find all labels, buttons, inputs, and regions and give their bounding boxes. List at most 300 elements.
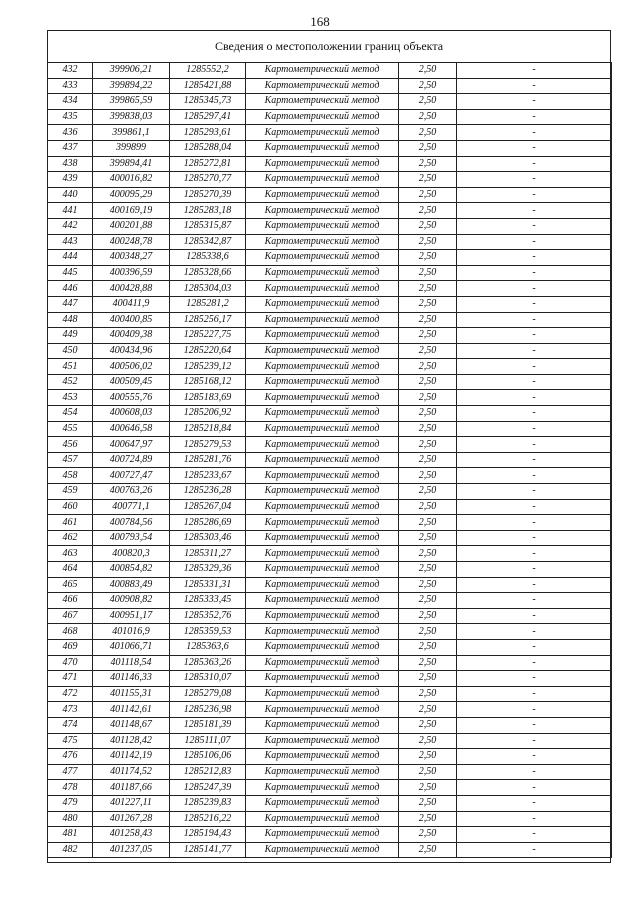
- x-coordinate-cell: 400016,82: [93, 172, 170, 188]
- method-cell: Картометрический метод: [246, 530, 399, 546]
- accuracy-cell: 2,50: [399, 406, 457, 422]
- accuracy-cell: 2,50: [399, 655, 457, 671]
- description-cell: -: [457, 717, 612, 733]
- accuracy-cell: 2,50: [399, 109, 457, 125]
- accuracy-cell: 2,50: [399, 281, 457, 297]
- y-coordinate-cell: 1285281,76: [170, 452, 246, 468]
- y-coordinate-cell: 1285106,06: [170, 749, 246, 765]
- y-coordinate-cell: 1285333,45: [170, 593, 246, 609]
- table-row: [48, 515, 612, 531]
- x-coordinate-cell: 401174,52: [93, 764, 170, 780]
- description-cell: -: [457, 733, 612, 749]
- point-number-cell: 478: [48, 780, 93, 796]
- description-cell: -: [457, 686, 612, 702]
- accuracy-cell: 2,50: [399, 78, 457, 94]
- accuracy-cell: 2,50: [399, 234, 457, 250]
- x-coordinate-cell: 401155,31: [93, 686, 170, 702]
- description-cell: -: [457, 312, 612, 328]
- point-number-cell: 470: [48, 655, 93, 671]
- method-cell: Картометрический метод: [246, 499, 399, 515]
- y-coordinate-cell: 1285338,6: [170, 250, 246, 266]
- point-number-cell: 479: [48, 795, 93, 811]
- table-row: [48, 343, 612, 359]
- x-coordinate-cell: 400348,27: [93, 250, 170, 266]
- table-row: [48, 406, 612, 422]
- accuracy-cell: 2,50: [399, 795, 457, 811]
- x-coordinate-cell: 401066,71: [93, 639, 170, 655]
- description-cell: -: [457, 421, 612, 437]
- table-row: [48, 125, 612, 141]
- y-coordinate-cell: 1285236,98: [170, 702, 246, 718]
- method-cell: Картометрический метод: [246, 218, 399, 234]
- point-number-cell: 466: [48, 593, 93, 609]
- y-coordinate-cell: 1285281,2: [170, 296, 246, 312]
- method-cell: Картометрический метод: [246, 717, 399, 733]
- y-coordinate-cell: 1285328,66: [170, 265, 246, 281]
- method-cell: Картометрический метод: [246, 593, 399, 609]
- x-coordinate-cell: 400506,02: [93, 359, 170, 375]
- method-cell: Картометрический метод: [246, 733, 399, 749]
- point-number-cell: 473: [48, 702, 93, 718]
- y-coordinate-cell: 1285297,41: [170, 109, 246, 125]
- description-cell: -: [457, 250, 612, 266]
- description-cell: -: [457, 515, 612, 531]
- method-cell: Картометрический метод: [246, 140, 399, 156]
- table-row: [48, 374, 612, 390]
- point-number-cell: 454: [48, 406, 93, 422]
- accuracy-cell: 2,50: [399, 140, 457, 156]
- y-coordinate-cell: 1285247,39: [170, 780, 246, 796]
- table-row: [48, 187, 612, 203]
- boundary-info-frame: [47, 30, 611, 863]
- method-cell: Картометрический метод: [246, 187, 399, 203]
- table-row: [48, 172, 612, 188]
- table-row: [48, 811, 612, 827]
- accuracy-cell: 2,50: [399, 702, 457, 718]
- method-cell: Картометрический метод: [246, 437, 399, 453]
- point-number-cell: 434: [48, 94, 93, 110]
- table-row: [48, 359, 612, 375]
- y-coordinate-cell: 1285352,76: [170, 608, 246, 624]
- coordinates-table-body: [48, 63, 612, 858]
- method-cell: Картометрический метод: [246, 655, 399, 671]
- description-cell: -: [457, 203, 612, 219]
- method-cell: Картометрический метод: [246, 827, 399, 843]
- y-coordinate-cell: 1285286,69: [170, 515, 246, 531]
- description-cell: -: [457, 827, 612, 843]
- table-row: [48, 577, 612, 593]
- table-row: [48, 717, 612, 733]
- point-number-cell: 451: [48, 359, 93, 375]
- method-cell: Картометрический метод: [246, 546, 399, 562]
- point-number-cell: 450: [48, 343, 93, 359]
- accuracy-cell: 2,50: [399, 468, 457, 484]
- table-row: [48, 484, 612, 500]
- method-cell: Картометрический метод: [246, 468, 399, 484]
- method-cell: Картометрический метод: [246, 312, 399, 328]
- method-cell: Картометрический метод: [246, 296, 399, 312]
- y-coordinate-cell: 1285212,83: [170, 764, 246, 780]
- y-coordinate-cell: 1285181,39: [170, 717, 246, 733]
- x-coordinate-cell: 401187,66: [93, 780, 170, 796]
- method-cell: Картометрический метод: [246, 281, 399, 297]
- description-cell: -: [457, 499, 612, 515]
- table-row: [48, 281, 612, 297]
- point-number-cell: 471: [48, 671, 93, 687]
- description-cell: -: [457, 406, 612, 422]
- description-cell: -: [457, 343, 612, 359]
- description-cell: -: [457, 764, 612, 780]
- y-coordinate-cell: 1285183,69: [170, 390, 246, 406]
- table-row: [48, 639, 612, 655]
- table-row: [48, 296, 612, 312]
- table-row: [48, 827, 612, 843]
- description-cell: -: [457, 468, 612, 484]
- accuracy-cell: 2,50: [399, 671, 457, 687]
- method-cell: Картометрический метод: [246, 328, 399, 344]
- point-number-cell: 468: [48, 624, 93, 640]
- description-cell: -: [457, 842, 612, 858]
- y-coordinate-cell: 1285236,28: [170, 484, 246, 500]
- point-number-cell: 444: [48, 250, 93, 266]
- accuracy-cell: 2,50: [399, 499, 457, 515]
- accuracy-cell: 2,50: [399, 546, 457, 562]
- x-coordinate-cell: 400428,88: [93, 281, 170, 297]
- x-coordinate-cell: 399894,22: [93, 78, 170, 94]
- point-number-cell: 446: [48, 281, 93, 297]
- x-coordinate-cell: 401118,54: [93, 655, 170, 671]
- accuracy-cell: 2,50: [399, 374, 457, 390]
- description-cell: -: [457, 702, 612, 718]
- description-cell: -: [457, 265, 612, 281]
- table-row: [48, 452, 612, 468]
- table-row: [48, 63, 612, 79]
- accuracy-cell: 2,50: [399, 780, 457, 796]
- x-coordinate-cell: 400169,19: [93, 203, 170, 219]
- y-coordinate-cell: 1285270,77: [170, 172, 246, 188]
- table-row: [48, 780, 612, 796]
- point-number-cell: 441: [48, 203, 93, 219]
- method-cell: Картометрический метод: [246, 406, 399, 422]
- point-number-cell: 442: [48, 218, 93, 234]
- y-coordinate-cell: 1285311,27: [170, 546, 246, 562]
- description-cell: -: [457, 671, 612, 687]
- y-coordinate-cell: 1285141,77: [170, 842, 246, 858]
- coordinates-table: [47, 62, 612, 858]
- x-coordinate-cell: 399865,59: [93, 94, 170, 110]
- x-coordinate-cell: 401258,43: [93, 827, 170, 843]
- accuracy-cell: 2,50: [399, 63, 457, 79]
- table-row: [48, 203, 612, 219]
- x-coordinate-cell: 400784,56: [93, 515, 170, 531]
- method-cell: Картометрический метод: [246, 608, 399, 624]
- accuracy-cell: 2,50: [399, 390, 457, 406]
- point-number-cell: 463: [48, 546, 93, 562]
- x-coordinate-cell: 400763,26: [93, 484, 170, 500]
- x-coordinate-cell: 400793,54: [93, 530, 170, 546]
- point-number-cell: 475: [48, 733, 93, 749]
- method-cell: Картометрический метод: [246, 842, 399, 858]
- description-cell: -: [457, 281, 612, 297]
- method-cell: Картометрический метод: [246, 671, 399, 687]
- x-coordinate-cell: 399899: [93, 140, 170, 156]
- table-row: [48, 265, 612, 281]
- point-number-cell: 467: [48, 608, 93, 624]
- table-row: [48, 421, 612, 437]
- point-number-cell: 476: [48, 749, 93, 765]
- x-coordinate-cell: 400727,47: [93, 468, 170, 484]
- description-cell: -: [457, 390, 612, 406]
- method-cell: Картометрический метод: [246, 780, 399, 796]
- method-cell: Картометрический метод: [246, 343, 399, 359]
- table-row: [48, 234, 612, 250]
- y-coordinate-cell: 1285206,92: [170, 406, 246, 422]
- method-cell: Картометрический метод: [246, 203, 399, 219]
- point-number-cell: 432: [48, 63, 93, 79]
- x-coordinate-cell: 400646,58: [93, 421, 170, 437]
- accuracy-cell: 2,50: [399, 172, 457, 188]
- table-row: [48, 328, 612, 344]
- y-coordinate-cell: 1285293,61: [170, 125, 246, 141]
- table-row: [48, 468, 612, 484]
- table-row: [48, 562, 612, 578]
- y-coordinate-cell: 1285304,03: [170, 281, 246, 297]
- point-number-cell: 433: [48, 78, 93, 94]
- y-coordinate-cell: 1285239,83: [170, 795, 246, 811]
- description-cell: -: [457, 78, 612, 94]
- accuracy-cell: 2,50: [399, 749, 457, 765]
- x-coordinate-cell: 400854,82: [93, 562, 170, 578]
- table-row: [48, 671, 612, 687]
- description-cell: -: [457, 795, 612, 811]
- point-number-cell: 469: [48, 639, 93, 655]
- y-coordinate-cell: 1285552,2: [170, 63, 246, 79]
- table-row: [48, 624, 612, 640]
- point-number-cell: 438: [48, 156, 93, 172]
- x-coordinate-cell: 400608,03: [93, 406, 170, 422]
- description-cell: -: [457, 593, 612, 609]
- x-coordinate-cell: 401128,42: [93, 733, 170, 749]
- y-coordinate-cell: 1285329,36: [170, 562, 246, 578]
- method-cell: Картометрический метод: [246, 749, 399, 765]
- method-cell: Картометрический метод: [246, 577, 399, 593]
- accuracy-cell: 2,50: [399, 562, 457, 578]
- description-cell: -: [457, 374, 612, 390]
- method-cell: Картометрический метод: [246, 624, 399, 640]
- y-coordinate-cell: 1285239,12: [170, 359, 246, 375]
- table-row: [48, 842, 612, 858]
- y-coordinate-cell: 1285288,04: [170, 140, 246, 156]
- description-cell: -: [457, 140, 612, 156]
- x-coordinate-cell: 400647,97: [93, 437, 170, 453]
- point-number-cell: 449: [48, 328, 93, 344]
- method-cell: Картометрический метод: [246, 639, 399, 655]
- point-number-cell: 436: [48, 125, 93, 141]
- point-number-cell: 452: [48, 374, 93, 390]
- point-number-cell: 458: [48, 468, 93, 484]
- description-cell: -: [457, 125, 612, 141]
- description-cell: -: [457, 218, 612, 234]
- point-number-cell: 435: [48, 109, 93, 125]
- x-coordinate-cell: 401148,67: [93, 717, 170, 733]
- accuracy-cell: 2,50: [399, 733, 457, 749]
- accuracy-cell: 2,50: [399, 265, 457, 281]
- description-cell: -: [457, 577, 612, 593]
- point-number-cell: 459: [48, 484, 93, 500]
- y-coordinate-cell: 1285279,08: [170, 686, 246, 702]
- method-cell: Картометрический метод: [246, 562, 399, 578]
- description-cell: -: [457, 546, 612, 562]
- table-row: [48, 109, 612, 125]
- accuracy-cell: 2,50: [399, 452, 457, 468]
- point-number-cell: 457: [48, 452, 93, 468]
- table-row: [48, 218, 612, 234]
- point-number-cell: 440: [48, 187, 93, 203]
- accuracy-cell: 2,50: [399, 577, 457, 593]
- y-coordinate-cell: 1285345,73: [170, 94, 246, 110]
- point-number-cell: 445: [48, 265, 93, 281]
- y-coordinate-cell: 1285111,07: [170, 733, 246, 749]
- description-cell: -: [457, 562, 612, 578]
- x-coordinate-cell: 400396,59: [93, 265, 170, 281]
- method-cell: Картометрический метод: [246, 452, 399, 468]
- y-coordinate-cell: 1285359,53: [170, 624, 246, 640]
- accuracy-cell: 2,50: [399, 343, 457, 359]
- description-cell: -: [457, 452, 612, 468]
- point-number-cell: 455: [48, 421, 93, 437]
- description-cell: -: [457, 530, 612, 546]
- table-row: [48, 593, 612, 609]
- method-cell: Картометрический метод: [246, 811, 399, 827]
- table-row: [48, 499, 612, 515]
- accuracy-cell: 2,50: [399, 764, 457, 780]
- point-number-cell: 439: [48, 172, 93, 188]
- accuracy-cell: 2,50: [399, 437, 457, 453]
- x-coordinate-cell: 399906,21: [93, 63, 170, 79]
- x-coordinate-cell: 401146,33: [93, 671, 170, 687]
- x-coordinate-cell: 400771,1: [93, 499, 170, 515]
- table-row: [48, 764, 612, 780]
- table-row: [48, 312, 612, 328]
- point-number-cell: 464: [48, 562, 93, 578]
- x-coordinate-cell: 399894,41: [93, 156, 170, 172]
- accuracy-cell: 2,50: [399, 686, 457, 702]
- table-row: [48, 156, 612, 172]
- x-coordinate-cell: 400201,88: [93, 218, 170, 234]
- point-number-cell: 461: [48, 515, 93, 531]
- table-row: [48, 795, 612, 811]
- method-cell: Картометрический метод: [246, 390, 399, 406]
- accuracy-cell: 2,50: [399, 250, 457, 266]
- x-coordinate-cell: 400908,82: [93, 593, 170, 609]
- y-coordinate-cell: 1285310,07: [170, 671, 246, 687]
- method-cell: Картометрический метод: [246, 63, 399, 79]
- accuracy-cell: 2,50: [399, 328, 457, 344]
- description-cell: -: [457, 94, 612, 110]
- method-cell: Картометрический метод: [246, 484, 399, 500]
- accuracy-cell: 2,50: [399, 515, 457, 531]
- table-row: [48, 608, 612, 624]
- table-row: [48, 140, 612, 156]
- method-cell: Картометрический метод: [246, 764, 399, 780]
- x-coordinate-cell: 400248,78: [93, 234, 170, 250]
- accuracy-cell: 2,50: [399, 624, 457, 640]
- point-number-cell: 477: [48, 764, 93, 780]
- accuracy-cell: 2,50: [399, 296, 457, 312]
- accuracy-cell: 2,50: [399, 484, 457, 500]
- table-row: [48, 686, 612, 702]
- x-coordinate-cell: 400883,49: [93, 577, 170, 593]
- x-coordinate-cell: 400820,3: [93, 546, 170, 562]
- point-number-cell: 472: [48, 686, 93, 702]
- table-row: [48, 655, 612, 671]
- x-coordinate-cell: 401142,61: [93, 702, 170, 718]
- point-number-cell: 447: [48, 296, 93, 312]
- point-number-cell: 437: [48, 140, 93, 156]
- point-number-cell: 460: [48, 499, 93, 515]
- point-number-cell: 448: [48, 312, 93, 328]
- method-cell: Картометрический метод: [246, 359, 399, 375]
- accuracy-cell: 2,50: [399, 94, 457, 110]
- accuracy-cell: 2,50: [399, 827, 457, 843]
- y-coordinate-cell: 1285363,26: [170, 655, 246, 671]
- description-cell: -: [457, 624, 612, 640]
- y-coordinate-cell: 1285342,87: [170, 234, 246, 250]
- description-cell: -: [457, 437, 612, 453]
- table-row: [48, 250, 612, 266]
- description-cell: -: [457, 328, 612, 344]
- description-cell: -: [457, 780, 612, 796]
- method-cell: Картометрический метод: [246, 702, 399, 718]
- x-coordinate-cell: 399861,1: [93, 125, 170, 141]
- accuracy-cell: 2,50: [399, 359, 457, 375]
- method-cell: Картометрический метод: [246, 125, 399, 141]
- description-cell: -: [457, 359, 612, 375]
- y-coordinate-cell: 1285216,22: [170, 811, 246, 827]
- y-coordinate-cell: 1285267,04: [170, 499, 246, 515]
- x-coordinate-cell: 400434,96: [93, 343, 170, 359]
- y-coordinate-cell: 1285315,87: [170, 218, 246, 234]
- method-cell: Картометрический метод: [246, 234, 399, 250]
- description-cell: -: [457, 109, 612, 125]
- point-number-cell: 481: [48, 827, 93, 843]
- description-cell: -: [457, 296, 612, 312]
- y-coordinate-cell: 1285227,75: [170, 328, 246, 344]
- y-coordinate-cell: 1285279,53: [170, 437, 246, 453]
- x-coordinate-cell: 401142,19: [93, 749, 170, 765]
- y-coordinate-cell: 1285283,18: [170, 203, 246, 219]
- point-number-cell: 453: [48, 390, 93, 406]
- table-row: [48, 733, 612, 749]
- table-row: [48, 546, 612, 562]
- accuracy-cell: 2,50: [399, 530, 457, 546]
- point-number-cell: 456: [48, 437, 93, 453]
- x-coordinate-cell: 400555,76: [93, 390, 170, 406]
- x-coordinate-cell: 401267,28: [93, 811, 170, 827]
- method-cell: Картометрический метод: [246, 156, 399, 172]
- accuracy-cell: 2,50: [399, 717, 457, 733]
- y-coordinate-cell: 1285233,67: [170, 468, 246, 484]
- y-coordinate-cell: 1285220,64: [170, 343, 246, 359]
- point-number-cell: 474: [48, 717, 93, 733]
- accuracy-cell: 2,50: [399, 203, 457, 219]
- point-number-cell: 480: [48, 811, 93, 827]
- table-row: [48, 78, 612, 94]
- y-coordinate-cell: 1285194,43: [170, 827, 246, 843]
- y-coordinate-cell: 1285303,46: [170, 530, 246, 546]
- table-row: [48, 749, 612, 765]
- method-cell: Картометрический метод: [246, 109, 399, 125]
